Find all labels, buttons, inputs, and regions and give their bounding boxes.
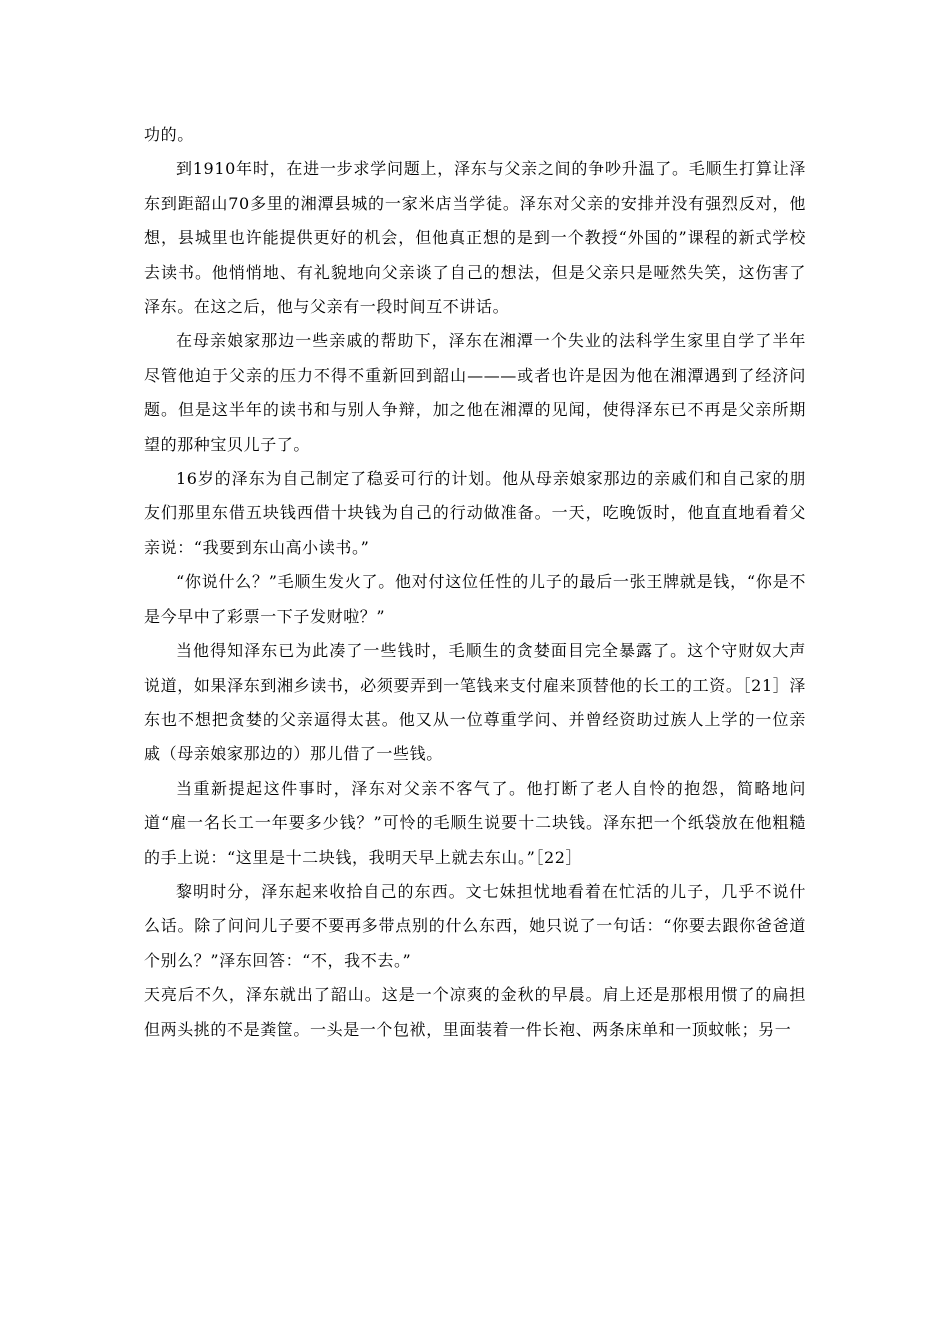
paragraph-9: 天亮后不久，泽东就出了韶山。这是一个凉爽的金秋的早晨。肩上还是那根用惯了的扁担但两头挑的不是粪筐。一头是一个包袱，里面装着一件长袍、两条床单和一顶蚊帐；另一: [144, 985, 806, 1039]
paragraph-1: 功的。: [144, 125, 194, 144]
paragraph-8: 黎明时分，泽东起来收拾自己的东西。文七妹担忧地看着在忙活的儿子，几乎不说什么话。除了问问儿子要不要再多带点别的什么东西，她只说了一句话：“你要去跟你爸爸道个别么？”泽东回答：“不，我不去。”: [144, 881, 806, 970]
paragraph-2: 到1910年时，在进一步求学问题上，泽东与父亲之间的争吵升温了。毛顺生打算让泽东到距韶山70多里的湘潭县城的一家米店当学徒。泽东对父亲的安排并没有强烈反对，他想，县城里也许能提供更好的机会，但他真正想的是到一个教授“外国的”课程的新式学校去读书。他悄悄地、有礼貌地向父亲谈了自己的想法，但是父亲只是哑然失笑，这伤害了泽东。在这之后，他与父亲有一段时间互不讲话。: [144, 159, 806, 317]
paragraph-4: 16岁的泽东为自己制定了稳妥可行的计划。他从母亲娘家那边的亲戚们和自己家的朋友们那里东借五块钱西借十块钱为自己的行动做准备。一天，吃晚饭时，他直直地看着父亲说：“我要到东山高小读书。”: [144, 469, 806, 557]
paragraph-5: “你说什么？”毛顺生发火了。他对付这位任性的儿子的最后一张王牌就是钱，“你是不是今早中了彩票一下子发财啦？”: [144, 572, 806, 626]
paragraph-3: 在母亲娘家那边一些亲戚的帮助下，泽东在湘潭一个失业的法科学生家里自学了半年尽管他迫于父亲的压力不得不重新回到韶山———或者也许是因为他在湘潭遇到了经济问题。但是这半年的读书和与别人争辩，加之他在湘潭的见闻，使得泽东已不再是父亲所期望的那种宝贝儿子了。: [144, 331, 806, 454]
body-text: [144, 118, 806, 1047]
paragraph-7: 当重新提起这件事时，泽东对父亲不客气了。他打断了老人自怜的抱怨，简略地问道“雇一名长工一年要多少钱？”可怜的毛顺生说要十二块钱。泽东把一个纸袋放在他粗糙的手上说：“这里是十二块钱，我明天早上就去东山。”［22］: [144, 778, 806, 867]
paragraph-6: 当他得知泽东已为此凑了一些钱时，毛顺生的贪婪面目完全暴露了。这个守财奴大声说道，如果泽东到湘乡读书，必须要弄到一笔钱来支付雇来顶替他的长工的工资。［21］泽东也不想把贪婪的父亲逼得太甚。他又从一位尊重学问、并曾经资助过族人上学的一位亲戚（母亲娘家那边的）那儿借了一些钱。: [144, 641, 806, 764]
